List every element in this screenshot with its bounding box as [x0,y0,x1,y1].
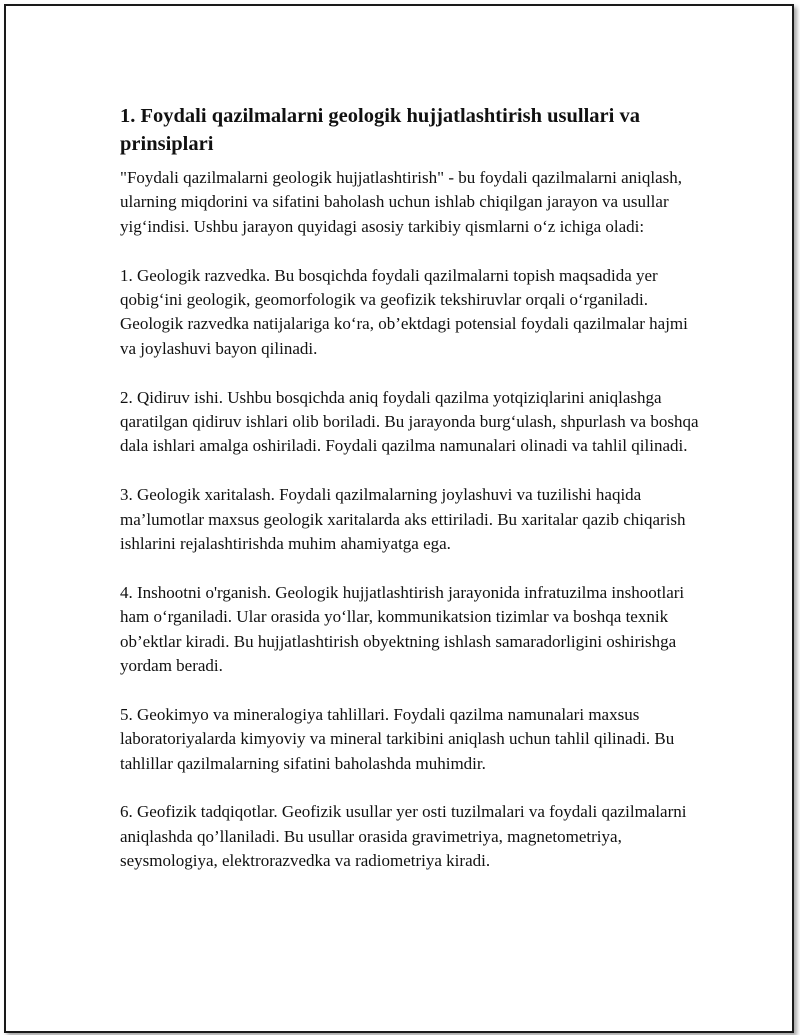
paragraph-geokimyo-tahlillari: 5. Geokimyo va mineralogiya tahlillari. Foydali qazilma namunalari maxsus laboratoriyalarda kimyoviy va mineral tarkibini aniqlash uchun tahlil qilinadi. Bu tahlillar qazilmalarning sifatini baholashda muhimdir. [120,704,675,773]
paragraph-geologik-razvedka: 1. Geologik razvedka. Bu bosqichda foydali qazilmalarni topish maqsadida yer qobig‘ini geologik, geomorfologik va geofizik tekshiruvlar orqali o‘rganiladi. Geologik razvedka natijalariga ko‘ra, ob’ektdagi potensial foydali qazilmalar hajmi va joylashuvi bayon qilinadi. [120,265,688,358]
section-heading: 1. Foydali qazilmalarni geologik hujjatlashtirish usullari va prinsiplari [120,105,640,155]
paragraph-qidiruv-ishi: 2. Qidiruv ishi. Ushbu bosqichda aniq foydali qazilma yotqiziqlarini aniqlashga qaratilgan qidiruv ishlari olib boriladi. Bu jarayonda burg‘ulash, shpurlash va boshqa dala ishlari amalga oshiriladi. Foydali qazilma namunalari olinadi va tahlil qilinadi. [120,387,699,456]
paragraph-inshootni-organish: 4. Inshootni o'rganish. Geologik hujjatlashtirish jarayonida infratuzilma inshootlari ham o‘rganiladi. Ular orasida yo‘llar, kommunikatsion tizimlar va boshqa texnik ob’ektlar kiradi. Bu hujjatlashtirish obyektning ishlash samaradorligini oshirishga yordam beradi. [120,582,685,676]
paragraph-intro: "Foydali qazilmalarni geologik hujjatlashtirish" - bu foydali qazilmalarni aniqlash, ularning miqdorini va sifatini baholash uchun ishlab chiqilgan jarayon va usullar yig‘indisi. Ushbu jarayon quyidagi asosiy tarkibiy qismlarni o‘z ichiga oladi: [120,168,682,236]
page-frame [4,4,794,1033]
document-body [120,102,706,898]
paragraph-geologik-xaritalash: 3. Geologik xaritalash. Foydali qazilmalarning joylashuvi va tuzilishi haqida ma’lumotlar maxsus geologik xaritalarda aks ettiriladi. Bu xaritalar qazib chiqarish ishlarini rejalashtirishda muhim ahamiyatga ega. [120,485,686,554]
paragraph-geofizik-tadqiqotlar: 6. Geofizik tadqiqotlar. Geofizik usullar yer osti tuzilmalari va foydali qazilmalarni aniqlashda qo’llaniladi. Bu usullar orasida gravimetriya, magnetometriya, seysmologiya, elektrorazvedka va radiometriya kiradi. [120,802,687,871]
